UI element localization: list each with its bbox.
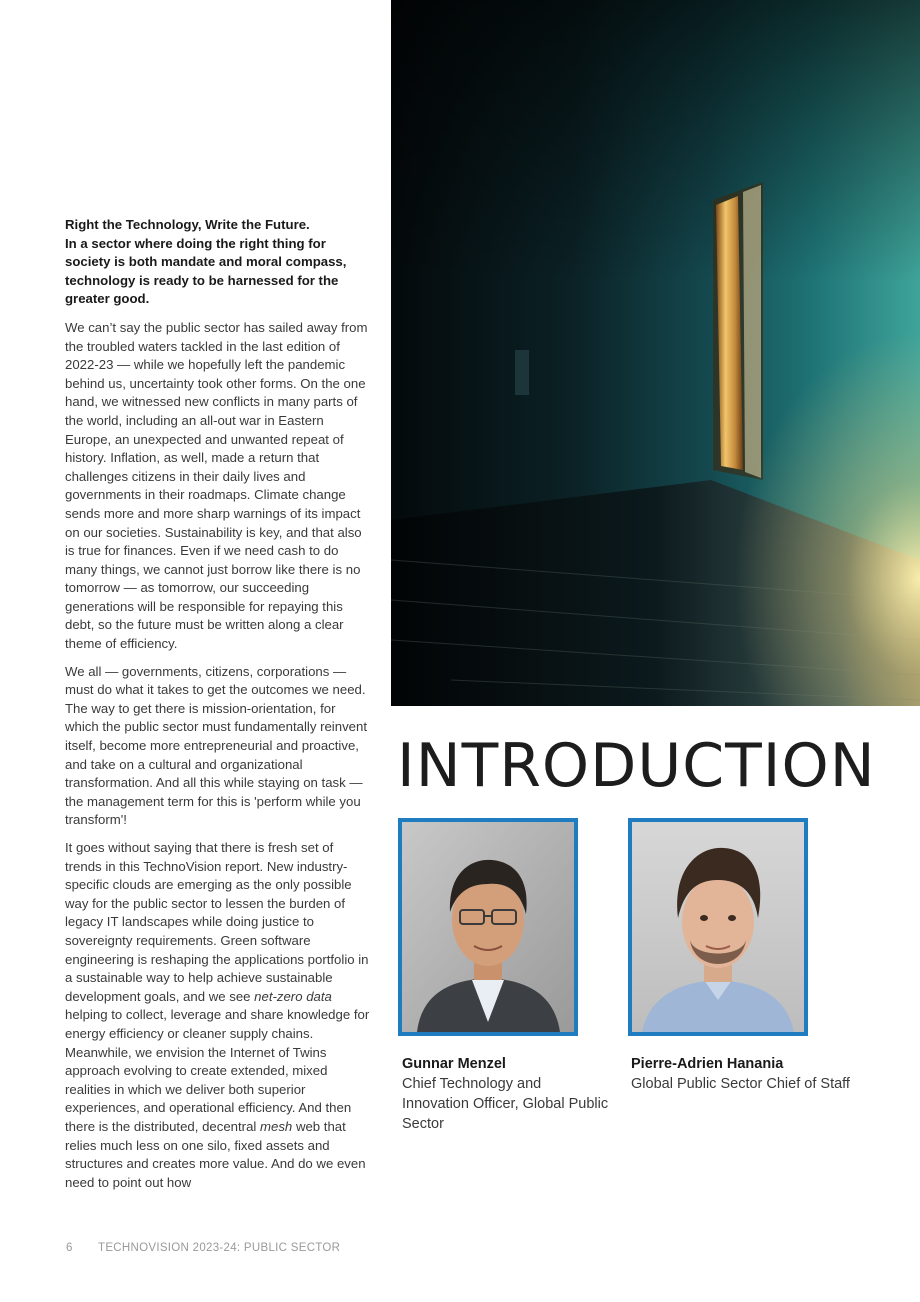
paragraph-3-part-c: web that relies much less on one silo, fixed assets and structures and creates more value. And do we even need to point out how [65,1118,366,1190]
emphasis-net-zero-data: net-zero data [254,988,332,1004]
person-card-2 [631,1054,851,1094]
lead-line-1: Right the Technology, Write the Future. [65,217,310,232]
page-footer [66,1242,340,1254]
person-1-name: Gunnar Menzel [402,1056,506,1072]
body-text-column [65,216,371,1201]
emphasis-mesh: mesh [260,1118,293,1134]
paragraph-3 [65,839,371,1192]
portrait-pierre-adrien-hanania [628,818,808,1036]
lead-line-2: In a sector where doing the right thing for society is both mandate and moral compass, technology is ready to be harnessed for the greater good. [65,235,347,307]
person-1-title: Chief Technology and Innovation Officer, Global Public Sector [402,1076,609,1132]
section-title: INTRODUCTION [397,731,876,801]
paragraph-2: We all — governments, citizens, corporations — must do what it takes to get the outcomes we need. The way to get there is mission-orientation, for which the public sector must fundamentally reinvent itself, become more entrepreneurial and proactive, and take on a cultural and organizational transformation. And all this while staying on task — the management term for this is 'perform while you transform'! [65,663,367,828]
paragraph-3-part-a: It goes without saying that there is fresh set of trends in this TechnoVision report. New industry-specific clouds are emerging as the only possible way for the public sector to lessen the burden of legacy IT landscapes while doing justice to sovereignty requirements. Green software engineering is reshaping the applications portfolio in a sustainable way to help achieve sustainable development goals, and we see [65,840,369,1004]
person-card-1 [402,1054,612,1134]
paragraph-1: We can’t say the public sector has sailed away from the troubled waters tackled in the last edition of 2022-23 — while we hopefully left the pandemic behind us, uncertainty took other forms. On the one hand, we witnessed new conflicts in many parts of the world, including an all-out war in Eastern Europe, an unexpected and unwanted repeat of history. Inflation, as well, made a return that challenges citizens in their daily lives and governments in their roadmaps. Climate change sends more and more sharp warnings of its impact on our societies. Sustainability is key, and that also is true for finances. Even if we need cash to do many things, we cannot just borrow like there is no tomorrow — as tomorrow, our succeeding generations will be responsible for repaying this debt, so the future must be written along a clear theme of efficiency. [65,319,368,652]
person-2-title: Global Public Sector Chief of Staff [631,1076,850,1092]
paragraph-3-part-b: helping to collect, leverage and share knowledge for energy efficiency or cleaner supply chains. Meanwhile, we envision the Internet of Twins approach evolving to create extended, mixed realities in which we deliver both superior experiences, and operational efficiency. And then there is the distributed, decentral [65,1007,370,1134]
person-2-name: Pierre-Adrien Hanania [631,1056,784,1072]
lead-statement [65,216,371,309]
hero-image-corridor-door [391,0,920,706]
portrait-gunnar-menzel [398,818,578,1036]
page-number: 6 [66,1242,73,1254]
publication-title: TECHNOVISION 2023-24: PUBLIC SECTOR [98,1242,341,1254]
